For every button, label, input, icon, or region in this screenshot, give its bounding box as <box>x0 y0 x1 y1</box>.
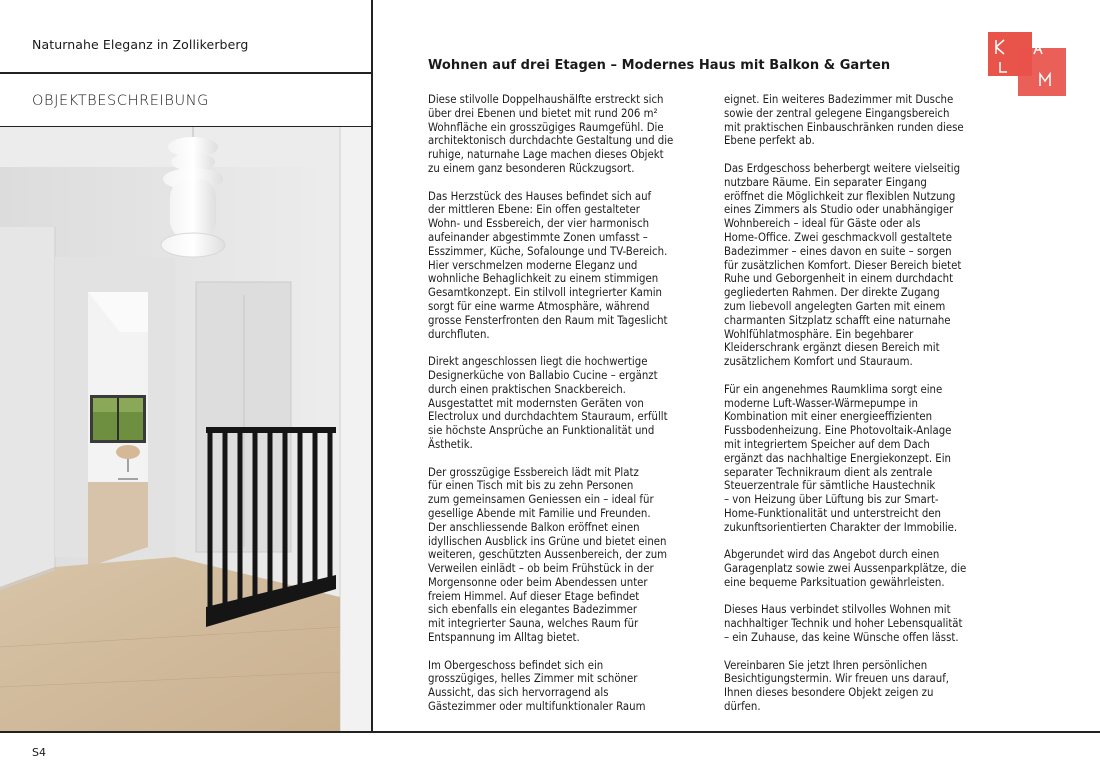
page-number: S4 <box>32 746 46 759</box>
column-divider <box>371 0 373 732</box>
paragraph: Der grosszügige Essbereich lädt mit Platz für einen Tisch mit bis zu zehn Personen zum gemeinsamen Geniessen ein – ideal für gesellige Abende mit Familie und Freunden. Der anschliessende Balkon eröffnet einen idyllischen Ausblick ins Grüne und bietet einen weiteren, geschützten Aussenbereich, der zum Verweilen einlädt – ob beim Frühstück in der Morgensonne oder beim Abendessen unter freiem Himmel. Auf dieser Etage befindet sich ebenfalls ein elegantes Badezimmer mit integrierter Sauna, welches Raum für Entspannung im Alltag bietet. <box>428 465 668 645</box>
paragraph: Für ein angenehmes Raumklima sorgt eine moderne Luft-Wasser-Wärmepumpe in Kombination mit einer energieeffizienten Fussbodenheizung. Eine Photovoltaik-Anlage mit integriertem Speicher auf dem Dach ergänzt das nachhaltige Energiekonzept. Ein separater Technikraum dient als zentrale Steuerzentrale für sämtliche Haustechnik – von Heizung über Lüftung bis zur Smart- Home-Funktionalität und unterstreicht den zukunftsorientierten Charakter der Immobilie. <box>724 382 958 534</box>
interior-photo <box>0 127 371 731</box>
paragraph: Abgerundet wird das Angebot durch einen Garagenplatz sowie zwei Aussenparkplätze, die eine bequeme Parksituation gewährleisten. <box>724 548 967 589</box>
paragraph: Direkt angeschlossen liegt die hochwertige Designerküche von Ballabio Cucine – ergänzt durch einen praktischen Snackbereich. Ausgestattet mit modernsten Geräten von Electrolux und durchdachtem Stauraum, erfüllt sie höchste Ansprüche an Funktionalität und Ästhetik. <box>428 355 668 451</box>
rule-top <box>0 72 371 74</box>
paragraph: Vereinbaren Sie jetzt Ihren persönlichen Besichtigungstermin. Wir freuen uns darauf, Ihnen dieses besondere Objekt zeigen zu dürfen. <box>724 658 949 714</box>
paragraph: eignet. Ein weiteres Badezimmer mit Dusche sowie der zentral gelegene Eingangsbereich mit praktischen Einbauschränken runden diese Ebene perfekt ab. <box>724 93 964 148</box>
body-column-right <box>724 93 996 728</box>
paragraph: Diese stilvolle Doppelhaushälfte erstreckt sich über drei Ebenen und bietet mit rund 206 m² Wohnfläche ein grosszügiges Raumgefühl. Die architektonisch durchdachte Gestaltung und die ruhige, naturnahe Lage machen dieses Objekt zu einem ganz besonderen Rückzugsort. <box>428 93 674 175</box>
rule-footer <box>0 731 1100 733</box>
paragraph: Im Obergeschoss befindet sich ein grosszügiges, helles Zimmer mit schöner Aussicht, das sich hervorragend als Gästezimmer oder multifunktionaler Raum <box>428 658 646 714</box>
headline: Wohnen auf drei Etagen – Modernes Haus mit Balkon & Garten <box>428 58 891 73</box>
document-title: Naturnahe Eleganz in Zollikerberg <box>32 37 249 52</box>
paragraph: Dieses Haus verbindet stilvolles Wohnen mit nachhaltiger Technik und hoher Lebensqualität – ein Zuhause, das keine Wünsche offen lässt. <box>724 603 963 645</box>
klam-logo <box>988 32 1066 96</box>
section-title: OBJEKTBESCHREIBUNG <box>32 93 209 109</box>
body-column-left <box>428 93 693 728</box>
paragraph: Das Erdgeschoss beherbergt weitere vielseitig nutzbare Räume. Ein separater Eingang eröffnet die Möglichkeit zur flexiblen Nutzung eines Zimmers als Studio oder unabhängiger Wohnbereich – ideal für Gäste oder als Home-Office. Zwei geschmackvoll gestaltete Badezimmer – eines davon en suite – sorgen für zusätzlichen Komfort. Dieser Bereich bietet Ruhe und Geborgenheit in einem durchdacht gegliederten Rahmen. Der direkte Zugang zum liebevoll angelegten Garten mit einem charmanten Sitzplatz schafft eine naturnahe Wohlfühlatmosphäre. Ein begehbarer Kleiderschrank ergänzt diesen Bereich mit zusätzlichem Komfort und Stauraum. <box>724 161 962 369</box>
paragraph: Das Herzstück des Hauses befindet sich auf der mittleren Ebene: Ein offen gestalteter Wohn- und Essbereich, der vier harmonisch aufeinander abgestimmte Zonen umfasst – Esszimmer, Küche, Sofalounge und TV-Bereich. Hier verschmelzen moderne Eleganz und wohnliche Behaglichkeit zu einem stimmigen Gesamtkonzept. Ein stilvoll integrierter Kamin sorgt für eine warme Atmosphäre, während grosse Fensterfronten den Raum mit Tageslicht durchfluten. <box>428 189 668 341</box>
